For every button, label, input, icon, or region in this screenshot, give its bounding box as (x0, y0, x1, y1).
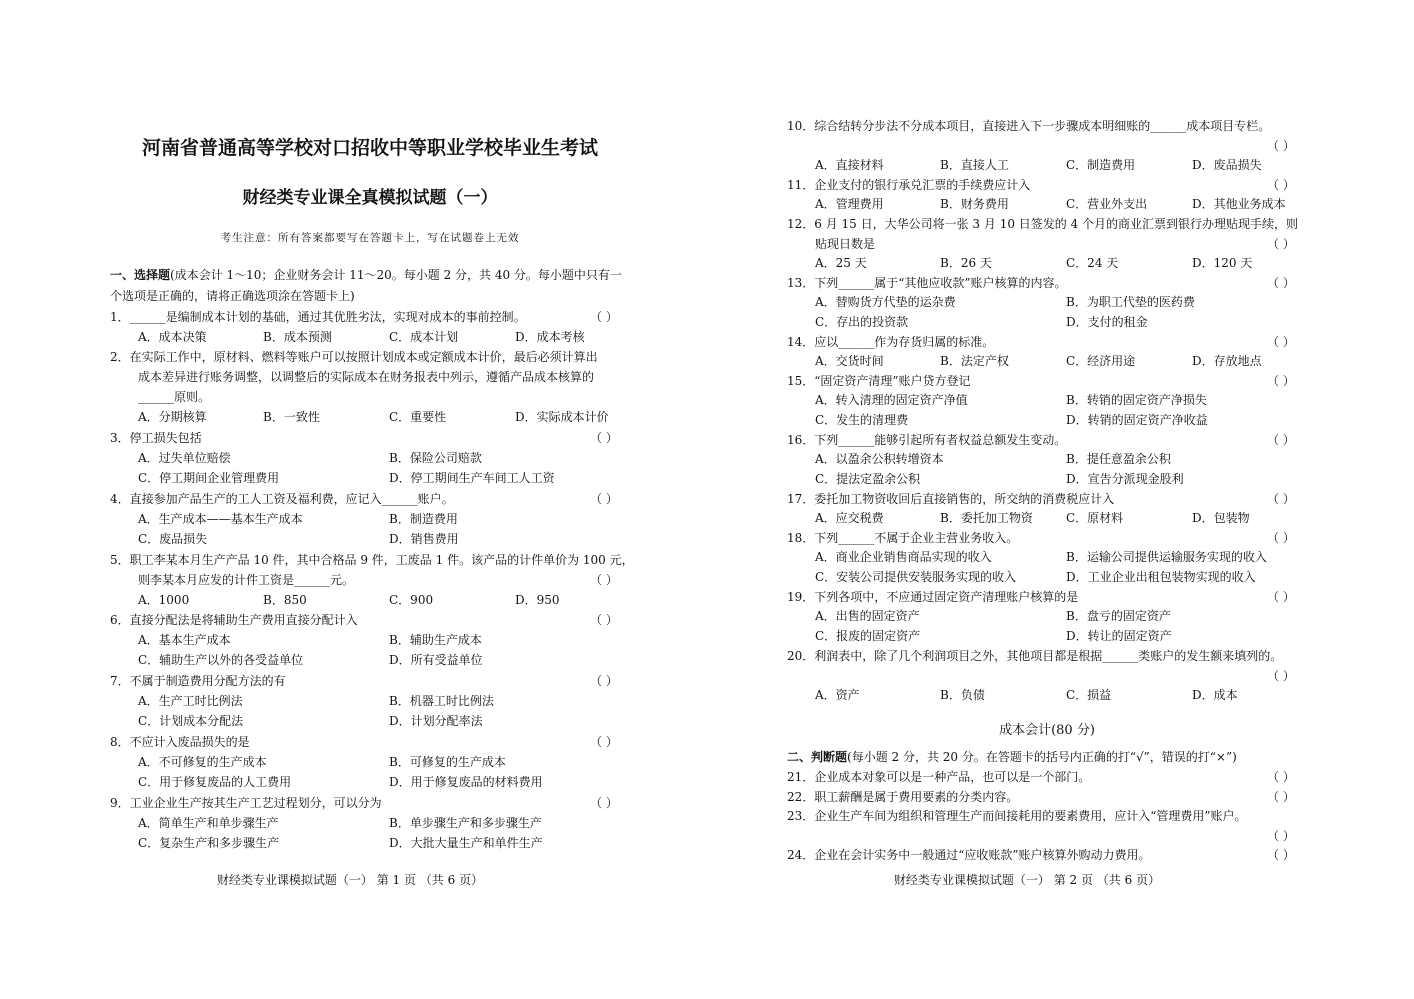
answer-paren: （ ） (1267, 848, 1295, 862)
option: D．停工期间生产车间工人工资 (389, 471, 555, 485)
question-2: 2．在实际工作中，原材料、燃料等账户可以按照计划成本或定额成本计价，最后必须计算出 (110, 350, 598, 364)
option: B．辅助生产成本 (389, 633, 482, 647)
answer-paren: （ ） (590, 492, 618, 506)
option: A．替购货方代垫的运杂费 (815, 295, 956, 309)
question-8: 8．不应计入废品损失的是 (110, 735, 250, 749)
option: C．复杂生产和多步骤生产 (138, 836, 280, 850)
answer-paren: （ ） (590, 573, 618, 587)
option: C．成本计划 (389, 330, 459, 344)
answer-paren: （ ） (1267, 276, 1295, 290)
exam-notice: 考生注意：所有答案都要写在答题卡上，写在试题卷上无效 (220, 232, 520, 244)
answer-paren: （ ） (1267, 669, 1295, 683)
question-1: 1．______是编制成本计划的基础，通过其优胜劣汰，实现对成本的事前控制。 (110, 310, 526, 324)
section1-desc: 个选项是正确的，请将正确选项涂在答题卡上) (110, 289, 355, 303)
option: C．计划成本分配法 (138, 714, 244, 728)
option: D．宣告分派现金股利 (1066, 472, 1184, 486)
option: B．转销的固定资产净损失 (1066, 393, 1207, 407)
option: C．废品损失 (138, 532, 208, 546)
question-10: 10．综合结转分步法不分成本项目，直接进入下一步骤成本明细账的______成本项目专栏。 (787, 119, 1271, 133)
option: C．制造费用 (1066, 158, 1136, 172)
answer-paren: （ ） (590, 431, 618, 445)
question-5-cont: 则李某本月应发的计件工资是______元。 (138, 573, 355, 587)
question-12: 12．6 月 15 日，大华公司将一张 3 月 10 日签发的 4 个月的商业汇票到银行办理贴现手续，则 (787, 217, 1299, 231)
option: D．计划分配率法 (389, 714, 483, 728)
question-11: 11．企业支付的银行承兑汇票的手续费应计入 (787, 178, 1031, 192)
question-6: 6．直接分配法是将辅助生产费用直接分配计入 (110, 613, 358, 627)
option: B．委托加工物资 (940, 511, 1033, 525)
option: A．生产成本——基本生产成本 (138, 512, 303, 526)
option: B．机器工时比例法 (389, 694, 494, 708)
question-23: 23．企业生产车间为组织和管理生产而间接耗用的要素费用，应计入“管理费用”账户。 (787, 809, 1247, 823)
option: D．大批大量生产和单件生产 (389, 836, 543, 850)
question-20: 20．利润表中，除了几个利润项目之外，其他项目都是根据______类账户的发生额来填列的。 (787, 649, 1283, 663)
option: B．一致性 (263, 410, 320, 424)
option: B．可修复的生产成本 (389, 755, 506, 769)
option: D．950 (515, 593, 560, 607)
section2-header: 二、判断题(每小题 2 分，共 20 分。在答题卡的括号内正确的打“√”，错误的打“×”) (787, 750, 1237, 764)
question-22: 22．职工薪酬是属于费用要素的分类内容。 (787, 790, 1019, 804)
answer-paren: （ ） (590, 674, 618, 688)
option: A．基本生产成本 (138, 633, 231, 647)
option: C．原材料 (1066, 511, 1124, 525)
question-5: 5．职工李某本月生产产品 10 件，其中合格品 9 件，工废品 1 件。该产品的计件单价为 100 元， (110, 553, 634, 567)
option: A．分期核算 (138, 410, 207, 424)
section1-header: 一、选择题(成本会计 1～10；企业财务会计 11～20。每小题 2 分，共 40 分。每小题中只有一 (110, 268, 622, 282)
option: C．安装公司提供安装服务实现的收入 (815, 570, 1017, 584)
question-4: 4．直接参加产品生产的工人工资及福利费，应记入______账户。 (110, 492, 454, 506)
answer-paren: （ ） (1267, 237, 1295, 251)
answer-paren: （ ） (1267, 790, 1295, 804)
question-14: 14．应以______作为存货归属的标准。 (787, 335, 995, 349)
answer-paren: （ ） (1267, 433, 1295, 447)
option: D．支付的租金 (1066, 315, 1148, 329)
option: A．不可修复的生产成本 (138, 755, 267, 769)
answer-paren: （ ） (1267, 770, 1295, 784)
option: A．交货时间 (815, 354, 884, 368)
option: A．转入清理的固定资产净值 (815, 393, 968, 407)
answer-paren: （ ） (590, 310, 618, 324)
option: B．单步骤生产和多步骤生产 (389, 816, 542, 830)
option: D．销售费用 (389, 532, 459, 546)
option: D．120 天 (1192, 256, 1253, 270)
option: C．经济用途 (1066, 354, 1136, 368)
question-9: 9．工业企业生产按其生产工艺过程划分，可以分为 (110, 796, 382, 810)
page-footer: 财经类专业课模拟试题（一） 第 1 页 （共 6 页） (216, 873, 484, 887)
option: B．法定产权 (940, 354, 1009, 368)
option: C．900 (389, 593, 434, 607)
answer-paren: （ ） (1267, 139, 1295, 153)
answer-paren: （ ） (1267, 178, 1295, 192)
question-18: 18．下列______不属于企业主营业务收入。 (787, 531, 1019, 545)
answer-paren: （ ） (590, 796, 618, 810)
question-21: 21．企业成本对象可以是一种产品，也可以是一个部门。 (787, 770, 1091, 784)
option: C．营业外支出 (1066, 197, 1148, 211)
option: A．1000 (138, 593, 190, 607)
option: B．盘亏的固定资产 (1066, 609, 1171, 623)
option: A．过失单位赔偿 (138, 451, 231, 465)
option: D．转销的固定资产净收益 (1066, 413, 1208, 427)
question-3: 3．停工损失包括 (110, 431, 202, 445)
option: A．应交税费 (815, 511, 884, 525)
option: D．实际成本计价 (515, 410, 609, 424)
option: C．损益 (1066, 688, 1112, 702)
option: B．财务费用 (940, 197, 1009, 211)
answer-paren: （ ） (1267, 829, 1295, 843)
option: C．停工期间企业管理费用 (138, 471, 280, 485)
option: B．制造费用 (389, 512, 458, 526)
option: A．出售的固定资产 (815, 609, 920, 623)
option: C．重要性 (389, 410, 447, 424)
question-7: 7．不属于制造费用分配方法的有 (110, 674, 286, 688)
option: A．管理费用 (815, 197, 884, 211)
question-17: 17．委托加工物资收回后直接销售的，所交纳的消费税应计入 (787, 492, 1115, 506)
answer-paren: （ ） (1267, 531, 1295, 545)
option: B．提任意盈余公积 (1066, 452, 1171, 466)
option: C．24 天 (1066, 256, 1119, 270)
option: A．生产工时比例法 (138, 694, 243, 708)
option: A．简单生产和单步骤生产 (138, 816, 279, 830)
option: D．废品损失 (1192, 158, 1262, 172)
option: D．所有受益单位 (389, 653, 483, 667)
answer-paren: （ ） (1267, 492, 1295, 506)
option: D．包装物 (1192, 511, 1250, 525)
option: D．转让的固定资产 (1066, 629, 1172, 643)
answer-paren: （ ） (1267, 335, 1295, 349)
option: D．工业企业出租包装物实现的收入 (1066, 570, 1256, 584)
option: D．成本 (1192, 688, 1238, 702)
exam-subtitle: 财经类专业课全真模拟试题（一） (242, 188, 498, 208)
option: A．商业企业销售商品实现的收入 (815, 550, 992, 564)
option: B．负债 (940, 688, 985, 702)
option: C．存出的投资款 (815, 315, 909, 329)
option: B．运输公司提供运输服务实现的收入 (1066, 550, 1267, 564)
question-2-cont: 成本差异进行账务调整，以调整后的实际成本在财务报表中列示，遵循产品成本核算的 (138, 370, 595, 384)
option: B．直接人工 (940, 158, 1009, 172)
option: B．850 (263, 593, 307, 607)
question-24: 24．企业在会计实务中一般通过“应收账款”账户核算外购动力费用。 (787, 848, 1151, 862)
option: D．用于修复废品的材料费用 (389, 775, 543, 789)
option: D．存放地点 (1192, 354, 1262, 368)
option: C．发生的清理费 (815, 413, 909, 427)
option: B．26 天 (940, 256, 992, 270)
option: D．成本考核 (515, 330, 585, 344)
option: C．用于修复废品的人工费用 (138, 775, 292, 789)
option: B．保险公司赔款 (389, 451, 482, 465)
question-13: 13．下列______属于“其他应收款”账户核算的内容。 (787, 276, 1067, 290)
exam-title: 河南省普通高等学校对口招收中等职业学校毕业生考试 (141, 137, 598, 159)
option: A．成本决策 (138, 330, 207, 344)
option: C．报废的固定资产 (815, 629, 921, 643)
question-19: 19．下列各项中，不应通过固定资产清理账户核算的是 (787, 590, 1079, 604)
option: A．以盈余公积转增资本 (815, 452, 944, 466)
answer-paren: （ ） (1267, 374, 1295, 388)
option: D．其他业务成本 (1192, 197, 1286, 211)
page-footer: 财经类专业课模拟试题（一） 第 2 页 （共 6 页） (893, 873, 1161, 887)
option: B．为职工代垫的医药费 (1066, 295, 1195, 309)
option: A．资产 (815, 688, 860, 702)
option: A．直接材料 (815, 158, 884, 172)
section-heading-cost: 成本会计(80 分) (999, 723, 1095, 738)
question-2-cont: ______原则。 (138, 390, 211, 404)
question-15: 15．“固定资产清理”账户贷方登记 (787, 374, 971, 388)
option: B．成本预测 (263, 330, 332, 344)
question-16: 16．下列______能够引起所有者权益总额发生变动。 (787, 433, 1067, 447)
option: C．提法定盈余公积 (815, 472, 921, 486)
question-12-cont: 贴现日数是 (815, 237, 876, 251)
answer-paren: （ ） (590, 613, 618, 627)
option: A．25 天 (815, 256, 867, 270)
option: C．辅助生产以外的各受益单位 (138, 653, 304, 667)
answer-paren: （ ） (1267, 590, 1295, 604)
answer-paren: （ ） (590, 735, 618, 749)
